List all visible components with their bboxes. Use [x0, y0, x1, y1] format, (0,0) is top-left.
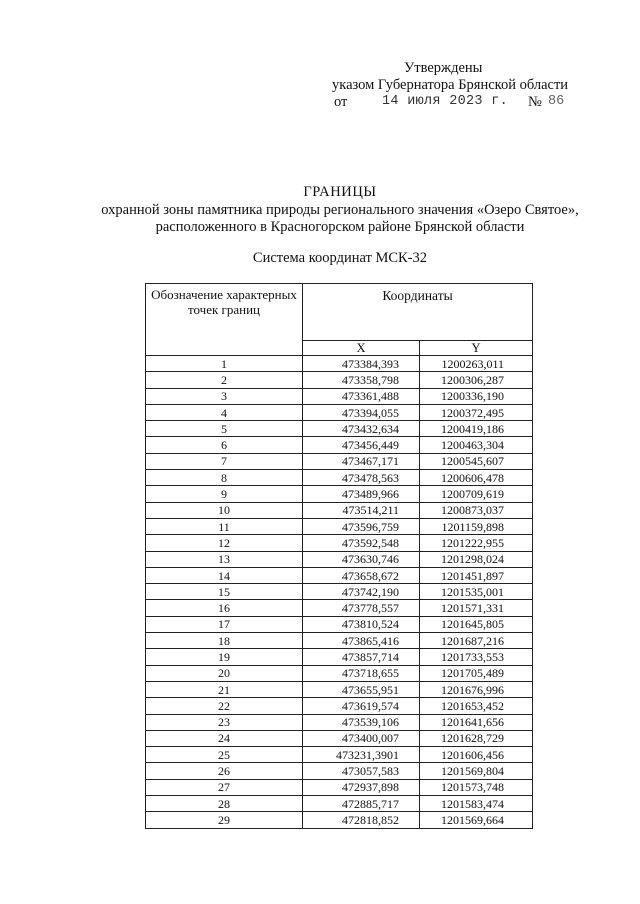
- coord-y: 1201641,656: [420, 714, 533, 730]
- coord-y: 1200306,287: [420, 372, 533, 388]
- approval-heading: Утверждены: [404, 60, 483, 76]
- table-row: [146, 747, 533, 763]
- coord-y: 1201733,553: [420, 649, 533, 665]
- table-row: [146, 502, 533, 518]
- coord-y: 1201628,729: [420, 730, 533, 746]
- point-number: 9: [146, 486, 303, 502]
- point-number: 5: [146, 421, 303, 437]
- point-number: 21: [146, 681, 303, 697]
- point-number: 10: [146, 502, 303, 518]
- coord-x: 473394,055: [303, 404, 420, 420]
- header-x: X: [303, 341, 420, 356]
- coord-x: 473432,634: [303, 421, 420, 437]
- table-row: [146, 453, 533, 469]
- coord-x: 473057,583: [303, 763, 420, 779]
- point-number: 16: [146, 600, 303, 616]
- table-row: [146, 388, 533, 404]
- point-number: 3: [146, 388, 303, 404]
- coord-x: 473718,655: [303, 665, 420, 681]
- coord-y: 1200606,478: [420, 470, 533, 486]
- table-row: [146, 763, 533, 779]
- coord-y: 1201645,805: [420, 616, 533, 632]
- point-number: 25: [146, 747, 303, 763]
- point-number: 18: [146, 633, 303, 649]
- document-title: [40, 184, 640, 236]
- coord-x: 473514,211: [303, 502, 420, 518]
- table-row: [146, 584, 533, 600]
- header-y: Y: [420, 341, 533, 356]
- coordinate-system-caption: Система координат МСК-32: [252, 250, 428, 266]
- coord-x: 473857,714: [303, 649, 420, 665]
- header-points: Обозначение характерных точек границ: [146, 284, 303, 356]
- coord-y: 1200873,037: [420, 502, 533, 518]
- coord-y: 1201606,456: [420, 747, 533, 763]
- decree-number: 86: [548, 94, 565, 109]
- point-number: 27: [146, 779, 303, 795]
- point-number: 8: [146, 470, 303, 486]
- coord-x: 473456,449: [303, 437, 420, 453]
- coord-x: 473358,798: [303, 372, 420, 388]
- table-row: [146, 567, 533, 583]
- point-number: 13: [146, 551, 303, 567]
- coord-x: 473384,393: [303, 356, 420, 372]
- table-row: [146, 404, 533, 420]
- table-row: [146, 486, 533, 502]
- coord-x: 473596,759: [303, 518, 420, 534]
- table-row: [146, 698, 533, 714]
- table-row: [146, 551, 533, 567]
- table-row: [146, 714, 533, 730]
- table-row: [146, 730, 533, 746]
- point-number: 15: [146, 584, 303, 600]
- approval-authority: указом Губернатора Брянской области: [332, 77, 569, 93]
- point-number: 17: [146, 616, 303, 632]
- coord-y: 1201535,001: [420, 584, 533, 600]
- coord-x: 473778,557: [303, 600, 420, 616]
- coord-x: 473478,563: [303, 470, 420, 486]
- coord-y: 1201573,748: [420, 779, 533, 795]
- coord-x: 472885,717: [303, 796, 420, 812]
- point-number: 19: [146, 649, 303, 665]
- table-row: [146, 649, 533, 665]
- table-row: [146, 437, 533, 453]
- title-main: ГРАНИЦЫ: [303, 184, 377, 200]
- table-row: [146, 681, 533, 697]
- table-row: [146, 518, 533, 534]
- table-row: [146, 535, 533, 551]
- table-row: [146, 812, 533, 828]
- coord-y: 1200336,190: [420, 388, 533, 404]
- coord-x: 473658,672: [303, 567, 420, 583]
- number-label: №: [528, 94, 542, 110]
- coord-x: 473630,746: [303, 551, 420, 567]
- point-number: 23: [146, 714, 303, 730]
- coord-y: 1200545,607: [420, 453, 533, 469]
- coord-y: 1201571,331: [420, 600, 533, 616]
- date-prefix: от: [334, 94, 348, 110]
- coord-y: 1200419,186: [420, 421, 533, 437]
- header-coordinates: Координаты: [303, 284, 533, 341]
- point-number: 12: [146, 535, 303, 551]
- point-number: 26: [146, 763, 303, 779]
- table-row: [146, 372, 533, 388]
- point-number: 2: [146, 372, 303, 388]
- coord-x: 472937,898: [303, 779, 420, 795]
- coord-y: 1201653,452: [420, 698, 533, 714]
- coord-x: 473400,007: [303, 730, 420, 746]
- coord-y: 1200263,011: [420, 356, 533, 372]
- coord-x: 473489,966: [303, 486, 420, 502]
- coord-x: 472818,852: [303, 812, 420, 828]
- coord-x: 473865,416: [303, 633, 420, 649]
- coord-y: 1201451,897: [420, 567, 533, 583]
- coord-y: 1201583,474: [420, 796, 533, 812]
- table-row: [146, 633, 533, 649]
- table-body: [146, 356, 533, 829]
- coord-y: 1200463,304: [420, 437, 533, 453]
- table-row: [146, 470, 533, 486]
- table-row: [146, 796, 533, 812]
- coord-x: 473742,190: [303, 584, 420, 600]
- table-row: [146, 779, 533, 795]
- table-row: [146, 421, 533, 437]
- point-number: 22: [146, 698, 303, 714]
- approval-date-line: [330, 94, 590, 112]
- coord-x: 473539,106: [303, 714, 420, 730]
- point-number: 24: [146, 730, 303, 746]
- coord-y: 1200372,495: [420, 404, 533, 420]
- coord-y: 1201298,024: [420, 551, 533, 567]
- table-row: [146, 356, 533, 372]
- point-number: 1: [146, 356, 303, 372]
- coord-x: 473467,171: [303, 453, 420, 469]
- approval-date: 14 июля 2023 г.: [382, 94, 509, 109]
- coord-y: 1201676,996: [420, 681, 533, 697]
- coord-x: 473655,951: [303, 681, 420, 697]
- point-number: 4: [146, 404, 303, 420]
- table-row: [146, 600, 533, 616]
- coord-y: 1201687,216: [420, 633, 533, 649]
- coord-y: 1201569,804: [420, 763, 533, 779]
- point-number: 7: [146, 453, 303, 469]
- coord-y: 1201705,489: [420, 665, 533, 681]
- coord-x: 473361,488: [303, 388, 420, 404]
- point-number: 20: [146, 665, 303, 681]
- coordinates-table: [145, 283, 533, 829]
- point-number: 6: [146, 437, 303, 453]
- point-number: 29: [146, 812, 303, 828]
- table-row: [146, 665, 533, 681]
- table-row: [146, 616, 533, 632]
- point-number: 14: [146, 567, 303, 583]
- coord-y: 1200709,619: [420, 486, 533, 502]
- coord-x: 473592,548: [303, 535, 420, 551]
- approval-block: [330, 60, 590, 112]
- title-line-2: охранной зоны памятника природы регионального значения «Озеро Святое»,: [101, 202, 579, 218]
- coord-y: 1201159,898: [420, 518, 533, 534]
- coord-y: 1201222,955: [420, 535, 533, 551]
- coord-x: 473231,3901: [303, 747, 420, 763]
- coord-y: 1201569,664: [420, 812, 533, 828]
- coord-x: 473619,574: [303, 698, 420, 714]
- coord-x: 473810,524: [303, 616, 420, 632]
- title-line-3: расположенного в Красногорском районе Брянской области: [155, 219, 525, 235]
- point-number: 11: [146, 518, 303, 534]
- point-number: 28: [146, 796, 303, 812]
